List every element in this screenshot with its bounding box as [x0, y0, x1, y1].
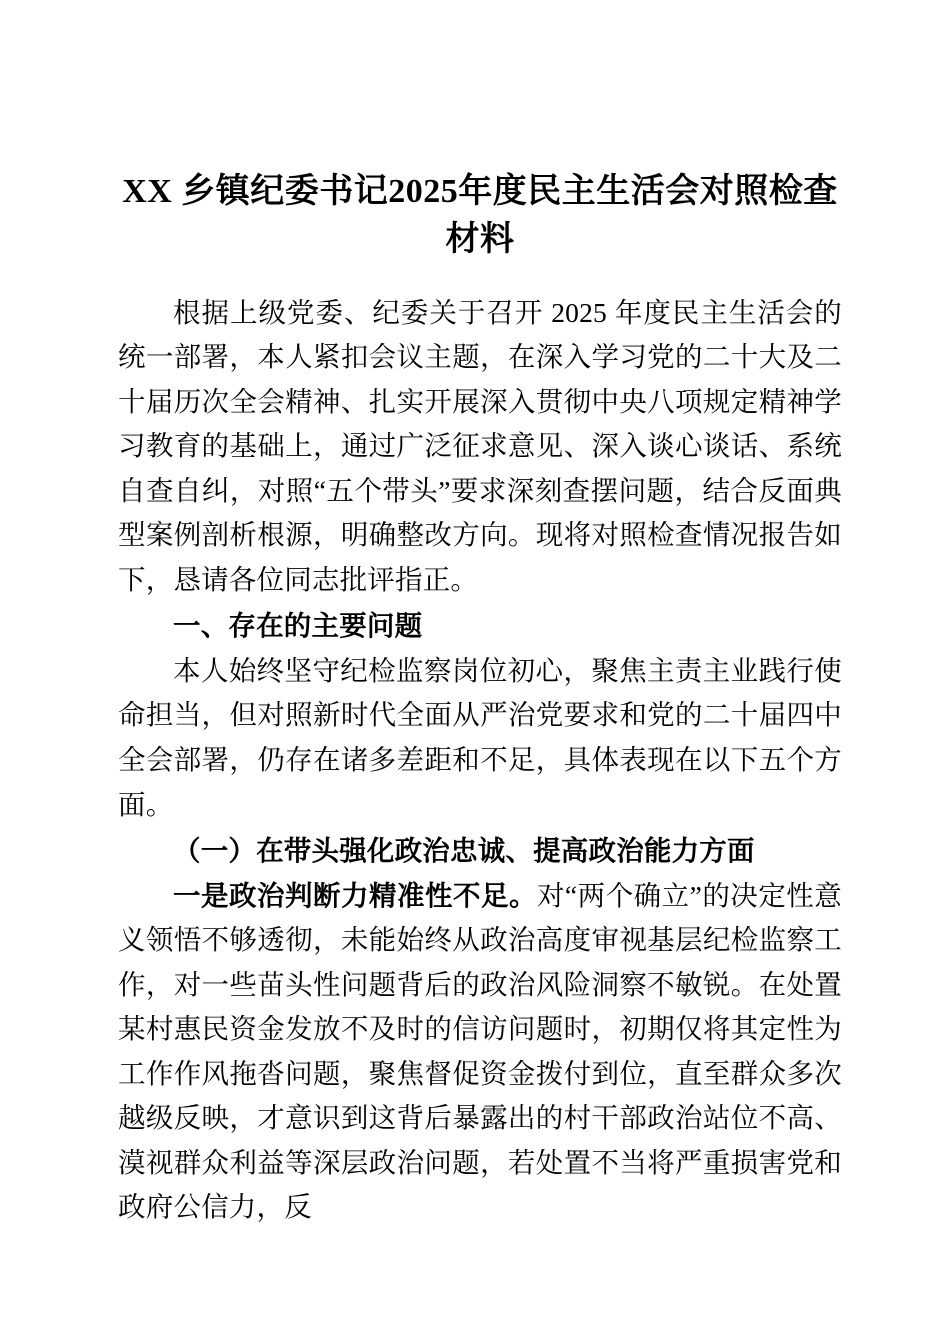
paragraph-point-one [118, 874, 842, 1230]
paragraph-point-one-text: 对“两个确立”的决定性意义领悟不够透彻，未能始终从政治高度审视基层纪检监察工作，对一些苗头性问题背后的政治风险洞察不敏锐。在处置某村惠民资金发放不及时的信访问题时，初期仅将其定性为工作作风拖沓问题，聚焦督促资金拨付到位，直至群众多次越级反映，才意识到这背后暴露出的村干部政治站位不高、漠视群众利益等深层政治问题，若处置不当将严重损害党和政府公信力，反 [118, 879, 842, 1223]
paragraph-intro: 根据上级党委、纪委关于召开 2025 年度民主生活会的统一部署，本人紧扣会议主题，在深入学习党的二十大及二十届历次全会精神、扎实开展深入贯彻中央八项规定精神学习教育的基础上，通过广泛征求意见、深入谈心谈话、系统自查自纠，对照“五个带头”要求深刻查摆问题，结合反面典型案例剖析根源，明确整改方向。现将对照检查情况报告如下，恳请各位同志批评指正。 [118, 296, 842, 595]
page-title: XX 乡镇纪委书记2025年度民主生活会对照检查材料 [122, 173, 838, 259]
paragraph-point-one-lead: 一是政治判断力精准性不足。 [173, 879, 537, 911]
heading-subsection-one: （一）在带头强化政治忠诚、提高政治能力方面 [173, 835, 755, 867]
heading-section-one: 一、存在的主要问题 [173, 610, 423, 642]
paragraph-section-one-body: 本人始终坚守纪检监察岗位初心，聚焦主责主业践行使命担当，但对照新时代全面从严治党要求和党的二十届四中全会部署，仍存在诸多差距和不足，具体表现在以下五个方面。 [118, 654, 842, 820]
